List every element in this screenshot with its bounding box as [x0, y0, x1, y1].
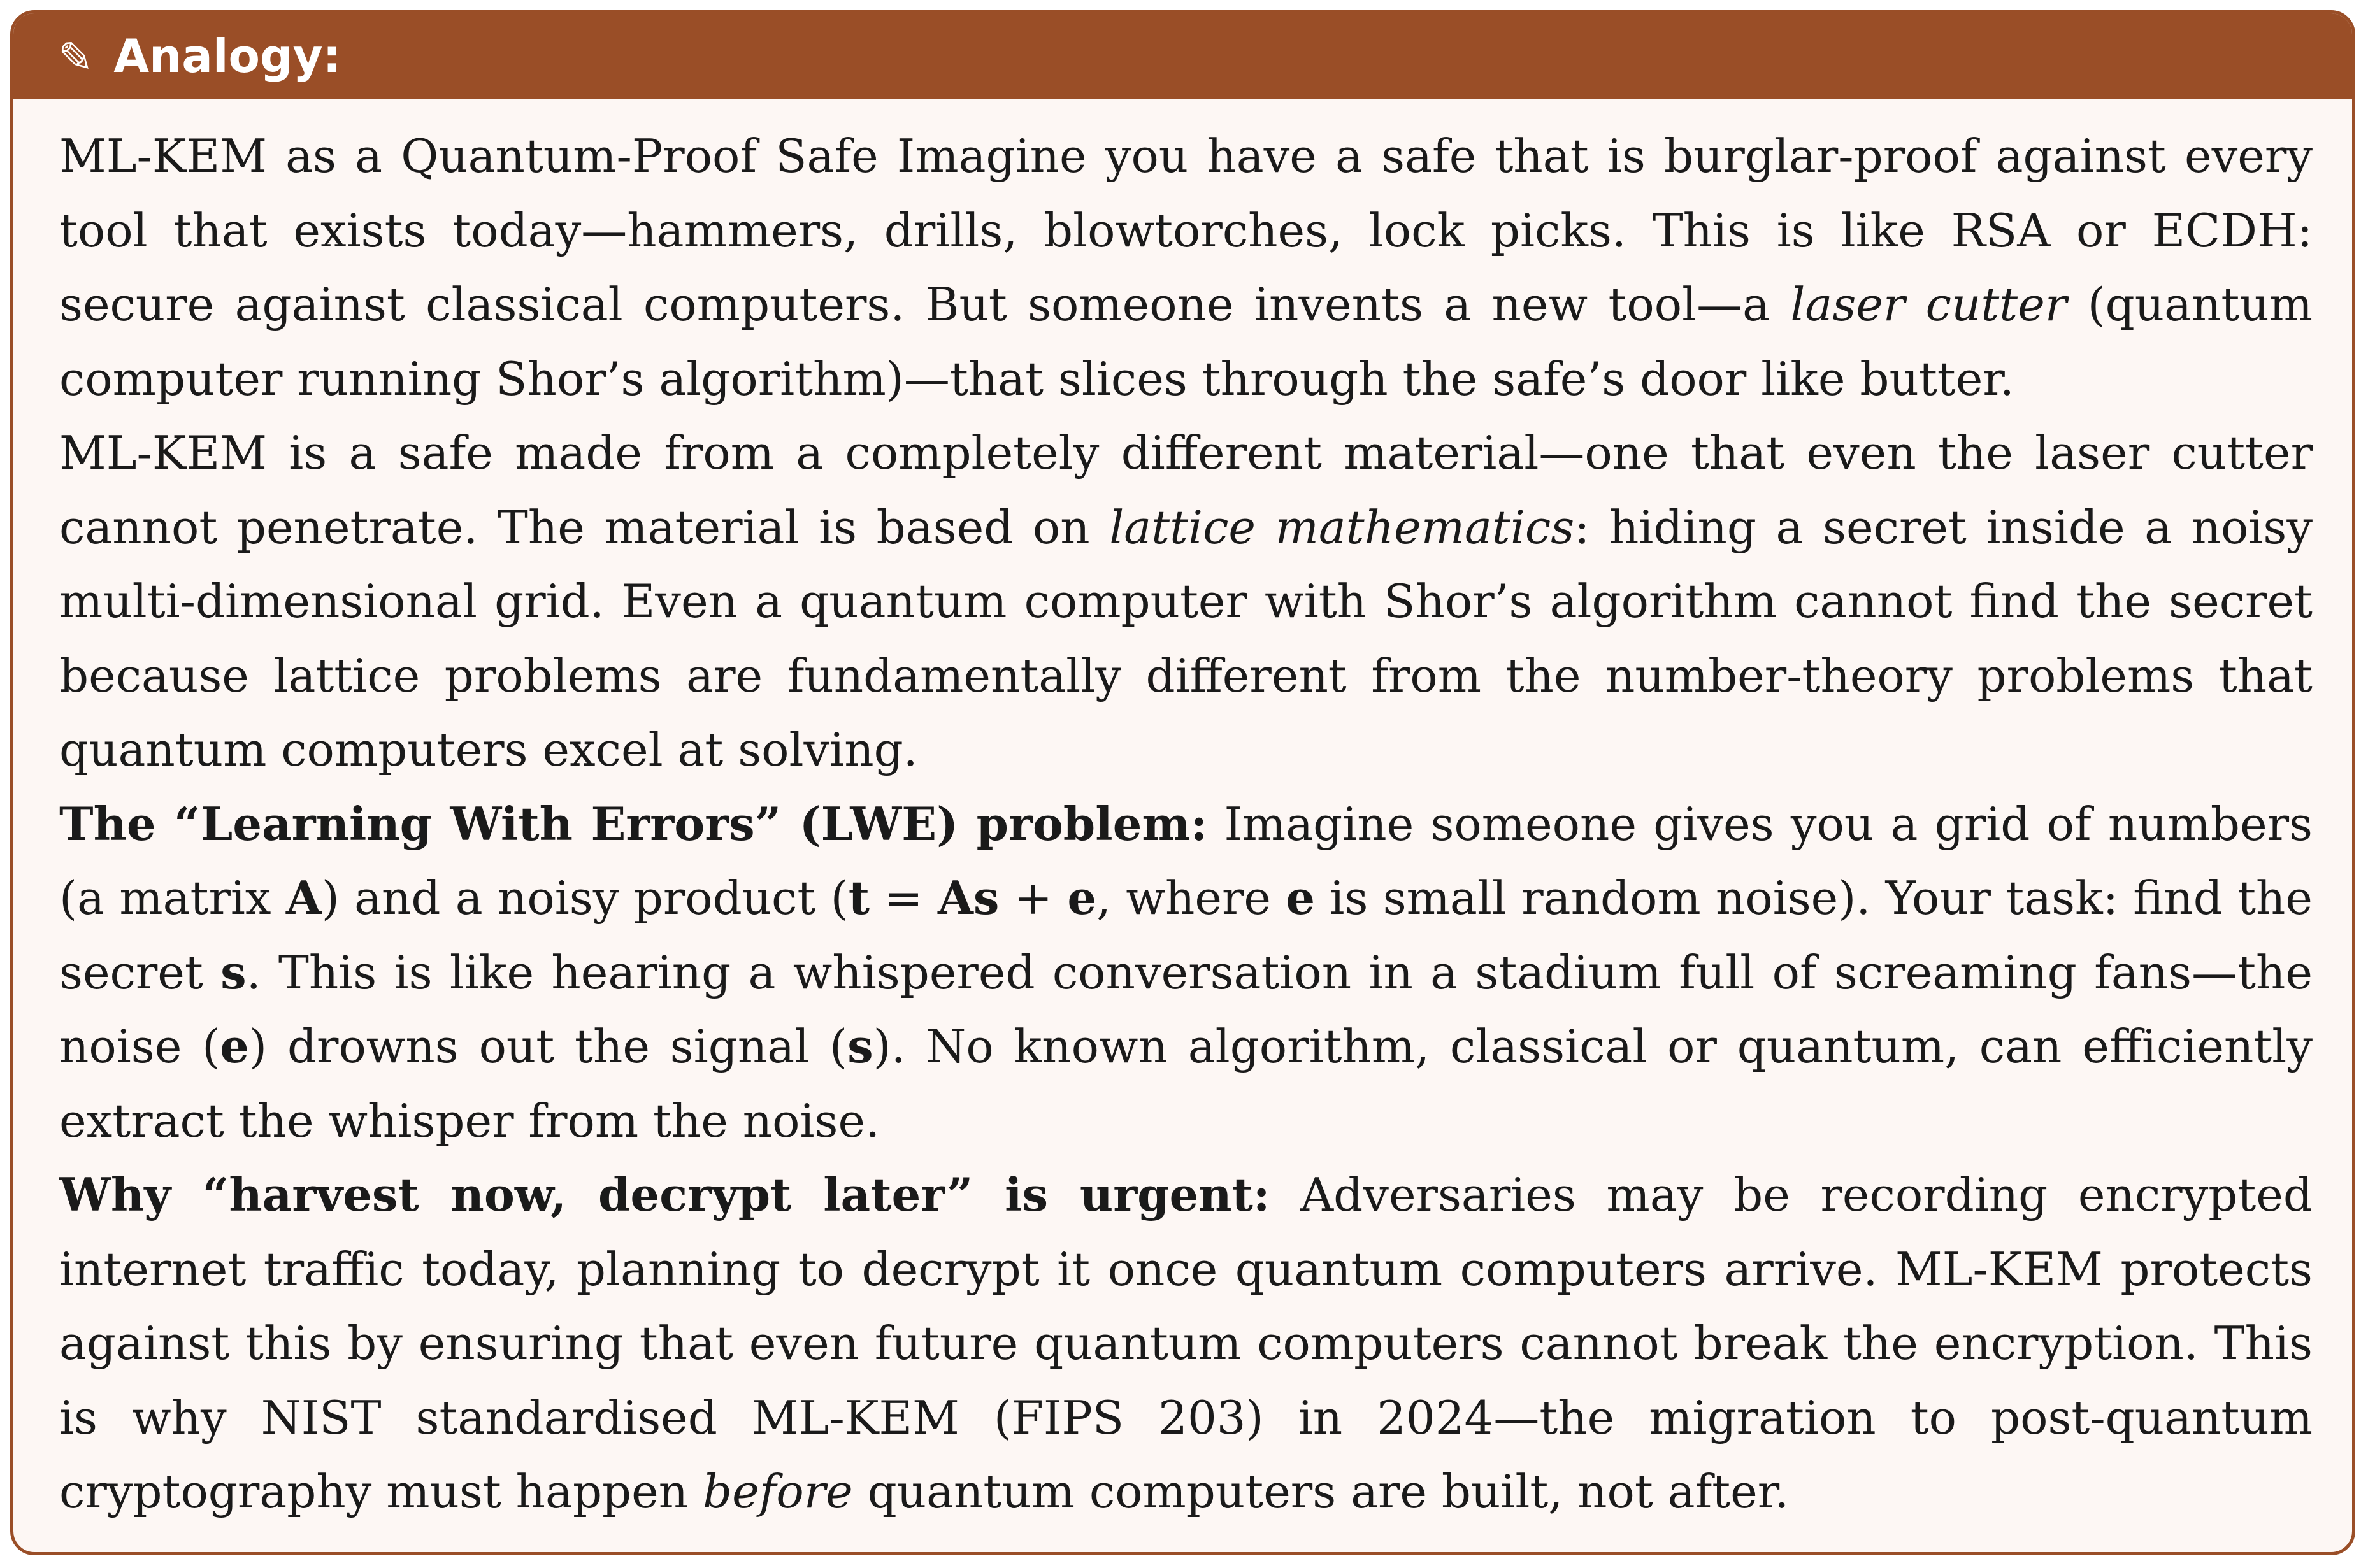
analogy-body: [13, 99, 2352, 1529]
analogy-header: [13, 13, 2352, 99]
paragraph-lattice-material: ML-KEM is a safe made from a completely different material—one that even the laser cutter cannot penetrate. The material is based on lattice mathematics: hiding a secret inside a noisy multi-dimensional grid. Even a quantum computer with Shor’s algorithm cannot find the secret because lattice problems are fundamentally different from the number-theory problems that quantum computers excel at solving.: [59, 426, 2313, 776]
emphasis-before: before: [703, 1465, 853, 1518]
noise-e: e: [220, 1019, 250, 1073]
emphasis-laser-cutter: laser cutter: [1790, 278, 2067, 331]
noise-e: e: [1067, 871, 1097, 925]
paragraph-quantum-proof-safe: ML-KEM as a Quantum-Proof Safe Imagine you have a safe that is burglar-proof against every tool that exists today—hammers, drills, blowtorches, lock picks. This is like RSA or ECDH: secure against classical computers. But someone invents a new tool—a laser cutter (quantum computer running Shor’s algorithm)—that slices through the safe’s door like butter.: [59, 129, 2313, 406]
pencil-icon: ✎: [58, 32, 94, 82]
paragraph-harvest-now: Why “harvest now, decrypt later” is urgent: Adversaries may be recording encrypted internet traffic today, planning to decrypt it once quantum computers arrive. ML-KEM protects against this by ensuring that even future quantum computers cannot break the encryption. This is why NIST standardised ML-KEM (FIPS 203) in 2024—the migration to post-quantum cryptography must happen before quantum computers are built, not after.: [59, 1167, 2313, 1518]
paragraph-lwe-problem: The “Learning With Errors” (LWE) problem: Imagine someone gives you a grid of numbers (a matrix A) and a noisy product (t = As + e, where e is small random noise). Your task: find the secret s. This is like hearing a whispered conversation in a stadium full of screaming fans—the noise (e) drowns out the signal (s). No known algorithm, classical or quantum, can efficiently extract the whisper from the noise.: [59, 796, 2313, 1148]
analogy-title: Analogy:: [113, 29, 341, 83]
secret-s: s: [847, 1019, 873, 1073]
matrix-A: A: [285, 871, 322, 925]
noise-e: e: [1286, 871, 1316, 925]
secret-s: s: [220, 944, 247, 999]
emphasis-lattice-mathematics: lattice mathematics: [1109, 500, 1575, 554]
analogy-box: [10, 10, 2355, 1555]
harvest-heading: Why “harvest now, decrypt later” is urgent:: [59, 1167, 1270, 1222]
product-As: As: [937, 871, 1000, 925]
lwe-heading: The “Learning With Errors” (LWE) problem:: [59, 796, 1208, 851]
vector-t: t: [848, 871, 870, 925]
